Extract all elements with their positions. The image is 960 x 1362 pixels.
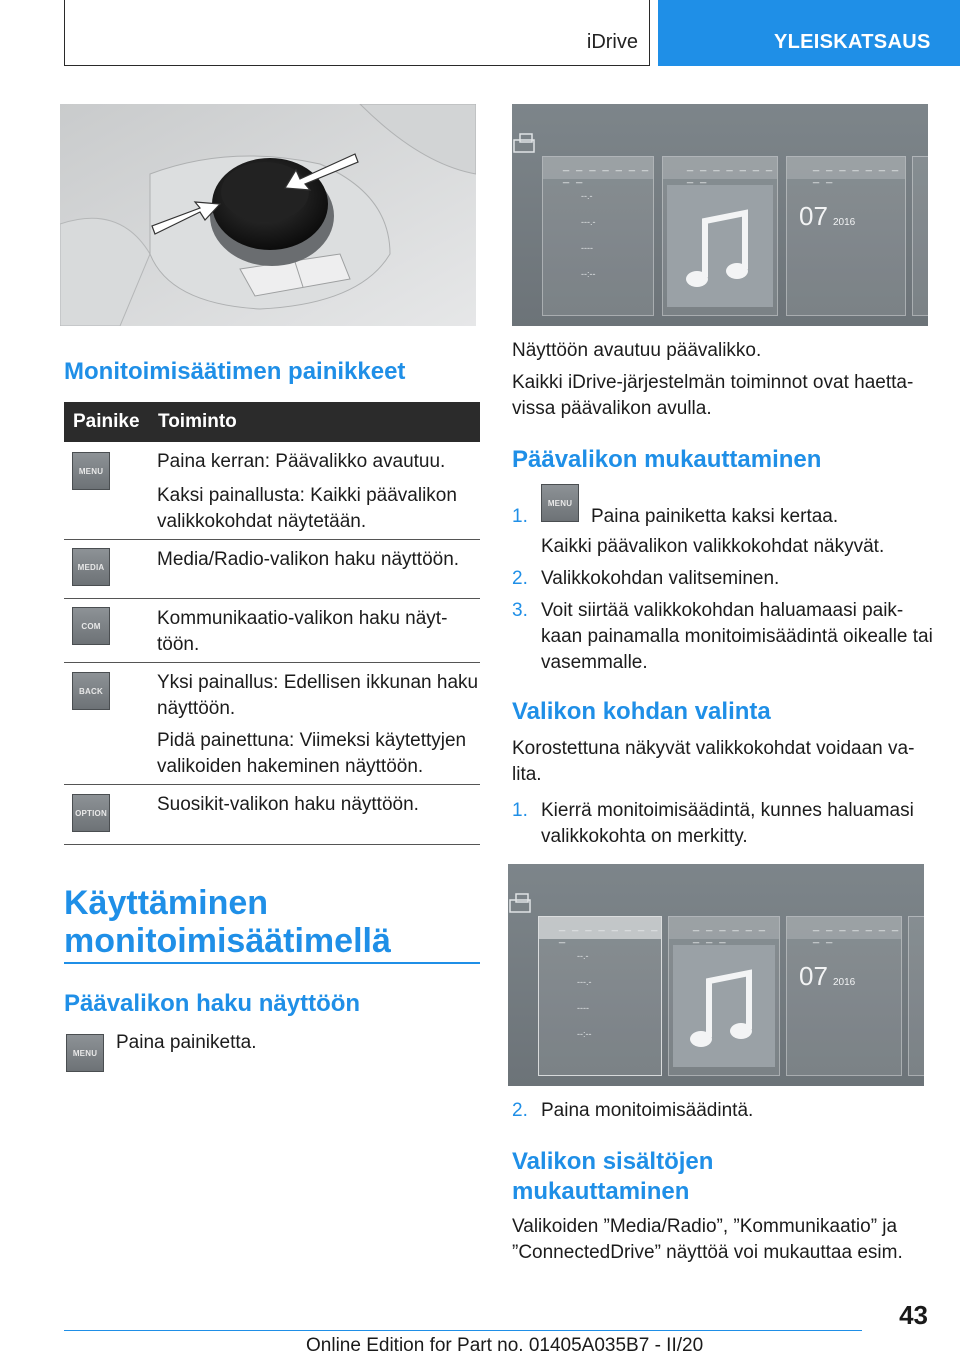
tile-next bbox=[912, 156, 928, 316]
screen-date-number: 07 bbox=[799, 961, 828, 991]
com-button-icon: COM bbox=[72, 607, 110, 645]
chapter-heading-line1: Käyttäminen bbox=[64, 884, 269, 922]
table-cell: valikkokohdat näytetään. bbox=[157, 511, 367, 532]
screen-value: ---- bbox=[581, 243, 593, 253]
table-cell: Suosikit-valikon haku näyttöön. bbox=[157, 794, 419, 815]
controller-illustration bbox=[60, 104, 476, 326]
step-text: Voit siirtää valikkokohdan haluamaasi paik- bbox=[541, 600, 904, 621]
content-heading-line1: Valikon sisältöjen bbox=[512, 1148, 714, 1175]
step-text: Kierrä monitoimisäädintä, kunnes haluamasi bbox=[541, 800, 914, 821]
table-cell: töön. bbox=[157, 634, 200, 655]
tile-media: _ _ _ _ _ _ _ _ _ bbox=[668, 916, 780, 1076]
tile-communication: _ _ _ _ _ _ _ _ _ 07 2016 bbox=[786, 156, 906, 316]
table-cell: Paina kerran: Päävalikko avautuu. bbox=[157, 451, 446, 472]
table-header bbox=[64, 402, 480, 442]
table-cell: Media/Radio-valikon haku näyttöön. bbox=[157, 549, 460, 570]
step-text: vasemmalle. bbox=[541, 652, 648, 673]
table-divider bbox=[64, 662, 480, 663]
intro-text: vissa päävalikon avulla. bbox=[512, 398, 712, 419]
content-heading-line2: mukauttaminen bbox=[512, 1178, 690, 1205]
select-intro: lita. bbox=[512, 764, 542, 785]
header-section-label: iDrive bbox=[586, 31, 638, 53]
main-menu-heading: Päävalikon haku näyttöön bbox=[64, 990, 361, 1017]
menu-button-icon: MENU bbox=[72, 452, 110, 490]
select-intro: Korostettuna näkyvät valikkokohdat voidaan va- bbox=[512, 738, 915, 759]
step-text: kaan painamalla monitoimisäädintä oikealle tai bbox=[541, 626, 933, 647]
screen-value: --:-- bbox=[581, 269, 596, 279]
table-cell: Yksi painallus: Edellisen ikkunan haku bbox=[157, 672, 479, 693]
idrive-screen-main-menu bbox=[512, 104, 928, 326]
step-number: 2. bbox=[512, 1100, 528, 1121]
tile-communication: _ _ _ _ _ _ _ _ _ 07 2016 bbox=[786, 916, 902, 1076]
chapter-rule bbox=[64, 962, 480, 964]
step-text: valikkokohta on merkitty. bbox=[541, 826, 748, 847]
step-text: Paina painiketta kaksi kertaa. bbox=[591, 506, 839, 527]
table-cell: näyttöön. bbox=[157, 698, 236, 719]
chapter-heading-line2: monitoimisäätimellä bbox=[64, 922, 391, 960]
idrive-screen-highlighted bbox=[508, 864, 924, 1086]
step-number: 3. bbox=[512, 600, 528, 621]
footer-rule bbox=[64, 1330, 862, 1331]
step-number: 1. bbox=[512, 800, 528, 821]
intro-text: Näyttöön avautuu päävalikko. bbox=[512, 340, 762, 361]
col-function-header: Toiminto bbox=[158, 411, 237, 432]
intro-text: Kaikki iDrive-järjestelmän toiminnot ovat haetta- bbox=[512, 372, 914, 393]
tile-next bbox=[908, 916, 924, 1076]
table-divider bbox=[64, 844, 480, 845]
controller-photo bbox=[60, 104, 476, 326]
screen-value: ---.- bbox=[581, 217, 596, 227]
tile-vehicle: _ _ _ _ _ _ _ _ _ --.- ---.- ---- --:-- bbox=[542, 156, 654, 316]
page-number: 43 bbox=[899, 1300, 928, 1330]
customize-heading: Päävalikon mukauttaminen bbox=[512, 446, 822, 473]
tile-media: _ _ _ _ _ _ _ _ _ bbox=[662, 156, 778, 316]
tile-vehicle: _ _ _ _ _ _ _ _ _ --.- ---.- ---- --:-- bbox=[538, 916, 662, 1076]
footer-edition: Online Edition for Part no. 01405A035B7 - II/20 bbox=[306, 1335, 704, 1356]
screen-value: --.- bbox=[577, 951, 589, 961]
main-menu-text: Paina painiketta. bbox=[116, 1032, 257, 1053]
buttons-heading: Monitoimisäätimen painikkeet bbox=[64, 358, 406, 385]
step-text: Valikkokohdan valitseminen. bbox=[541, 568, 780, 589]
table-divider bbox=[64, 784, 480, 785]
step-number: 1. bbox=[512, 506, 528, 527]
table-divider bbox=[64, 539, 480, 540]
option-button-icon: OPTION bbox=[72, 794, 110, 832]
music-note-icon bbox=[673, 945, 775, 1067]
screen-year: 2016 bbox=[833, 217, 856, 228]
step-text: Paina monitoimisäädintä. bbox=[541, 1100, 754, 1121]
content-text: Valikoiden ”Media/Radio”, ”Kommunikaatio” ja bbox=[512, 1216, 898, 1237]
screen-value: ---.- bbox=[577, 977, 592, 987]
step-text: Kaikki päävalikon valikkokohdat näkyvät. bbox=[541, 536, 885, 557]
screen-date-number: 07 bbox=[799, 201, 828, 231]
screen-value: ---- bbox=[577, 1003, 589, 1013]
screen-value: --:-- bbox=[577, 1029, 592, 1039]
select-heading: Valikon kohdan valinta bbox=[512, 698, 771, 725]
table-cell: Pidä painettuna: Viimeksi käytettyjen bbox=[157, 730, 467, 751]
menu-button-icon: MENU bbox=[66, 1034, 104, 1072]
content-text: ”ConnectedDrive” näyttöä voi mukauttaa esim. bbox=[512, 1242, 903, 1263]
table-cell: valikoiden hakeminen näyttöön. bbox=[157, 756, 424, 777]
screen-value: --.- bbox=[581, 191, 593, 201]
menu-button-icon: MENU bbox=[541, 484, 579, 522]
screen-year: 2016 bbox=[833, 977, 856, 988]
media-button-icon: MEDIA bbox=[72, 548, 110, 586]
header-chapter-tab: YLEISKATSAUS bbox=[658, 0, 960, 66]
table-cell: Kaksi painallusta: Kaikki päävalikon bbox=[157, 485, 457, 506]
music-note-icon bbox=[667, 185, 773, 307]
back-button-icon: BACK bbox=[72, 672, 110, 710]
col-button-header: Painike bbox=[73, 411, 140, 432]
table-divider bbox=[64, 598, 480, 599]
step-number: 2. bbox=[512, 568, 528, 589]
table-cell: Kommunikaatio-valikon haku näyt- bbox=[157, 608, 448, 629]
